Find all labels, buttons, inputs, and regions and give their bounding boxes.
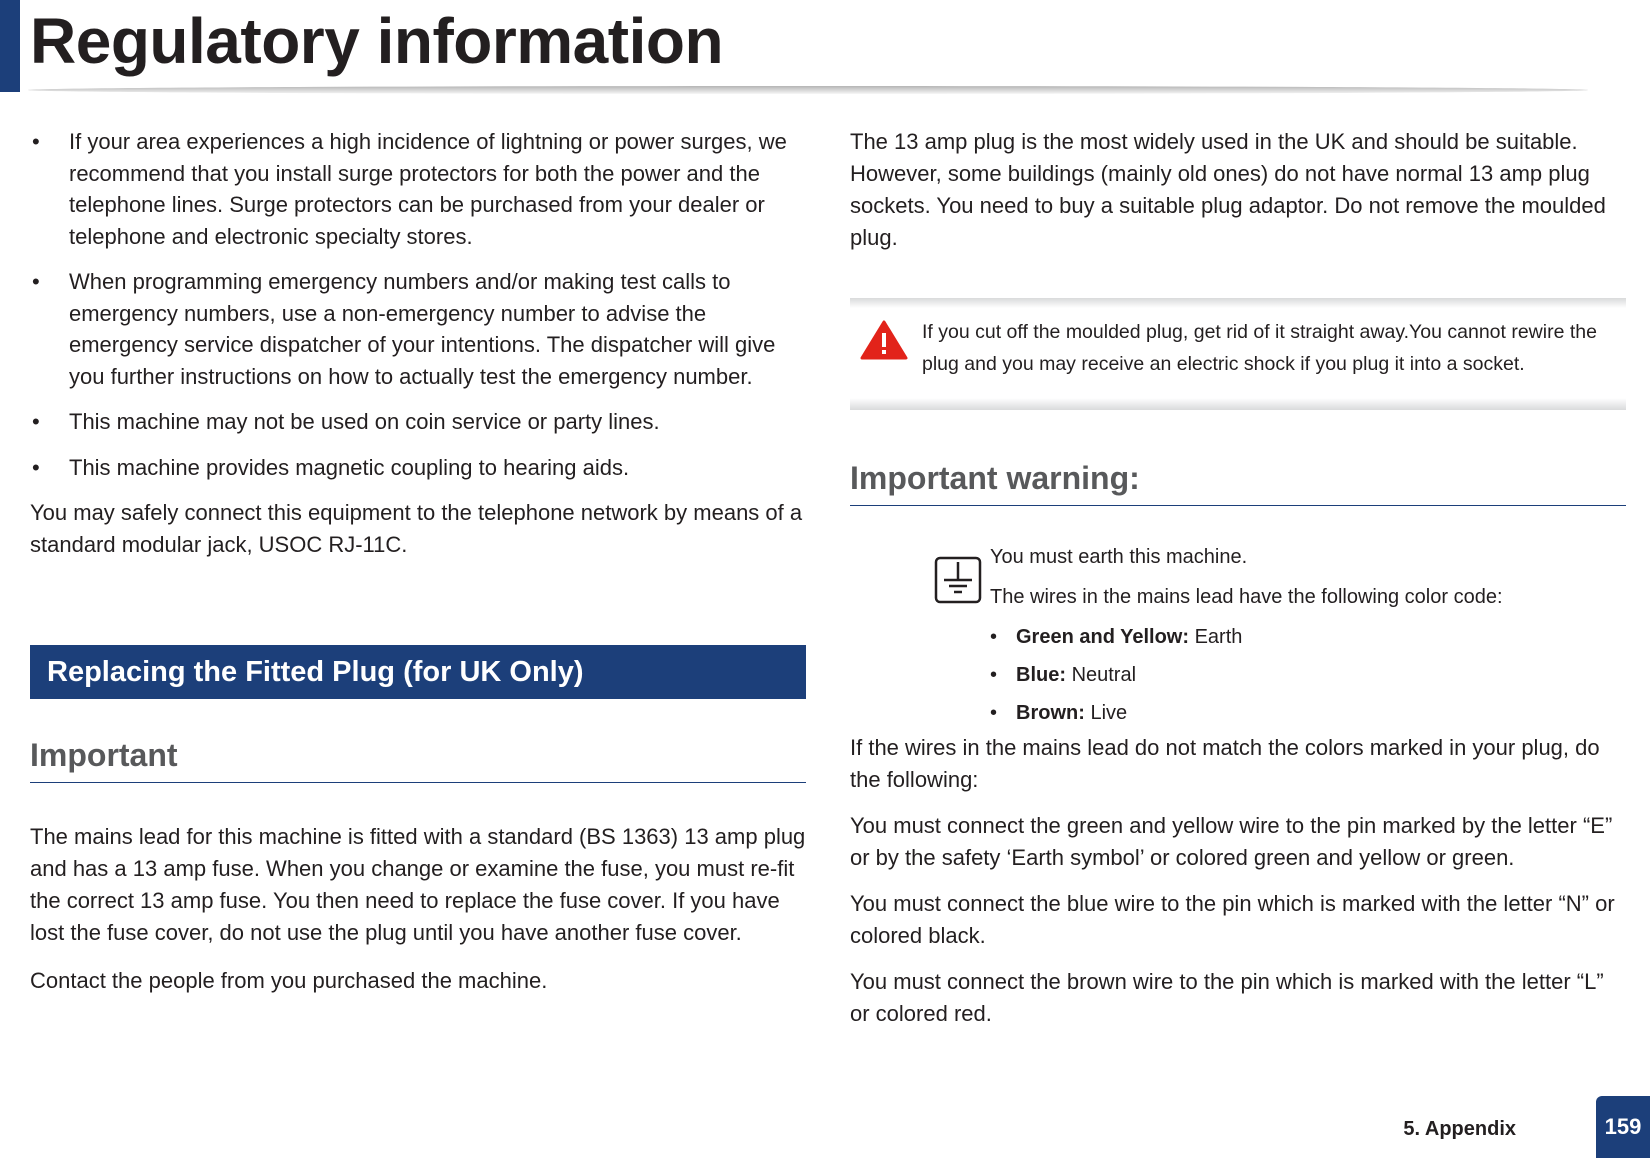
wire-label: Green and Yellow: [1016,626,1190,648]
caution-box [850,298,1626,410]
earth-text [990,542,1626,736]
wire-value: Earth [1194,626,1243,648]
page-title: Regulatory information [30,5,724,77]
bullet-glyph: • [32,409,40,434]
wire-value: Live [1090,702,1128,724]
wire-value: Neutral [1071,664,1137,686]
bullet-glyph: • [990,626,998,648]
list-item [990,698,1626,728]
contact-paragraph: Contact the people from you purchased the machine. [30,968,548,993]
list-item-text: This machine provides magnetic coupling to hearing aids. [69,454,630,480]
list-item [30,266,806,392]
brown-paragraph: You must connect the brown wire to the pin which is marked with the letter “L” or colored red. [850,969,1604,1026]
bullet-glyph: • [990,702,998,724]
list-item [990,622,1626,652]
bullet-glyph: • [990,664,998,686]
bullet-glyph: • [32,269,40,294]
wire-label: Brown: [1016,702,1085,724]
green-yellow-paragraph: You must connect the green and yellow wire to the pin marked by the letter “E” or by the safety ‘Earth symbol’ or colored green and yellow or green. [850,813,1613,870]
page-number: 159 [1596,1096,1650,1158]
earth-note [850,542,1626,732]
footer-section-label: 5. Appendix [1403,1118,1516,1140]
list-item-text: If your area experiences a high incidence of lightning or power surges, we recommend that you install surge protectors for both the power and the telephone lines. Surge protectors can be purchased from your dealer or telephone and electronic specialty stores. [69,129,787,249]
important-warning-heading: Important warning: [850,460,1626,506]
bullet-glyph: • [32,454,40,480]
wire-label: Blue: [1016,664,1066,686]
left-column [30,126,806,997]
blue-paragraph: You must connect the blue wire to the pin which is marked with the letter “N” or colored black. [850,891,1615,948]
list-item-text: This machine may not be used on coin service or party lines. [69,409,660,434]
bullet-glyph: • [32,129,40,154]
list-item [990,660,1626,690]
connect-paragraph: You may safely connect this equipment to the telephone network by means of a standard modular jack, USOC RJ-11C. [30,500,803,557]
wire-color-list [990,622,1626,728]
header-accent-bar [0,0,20,92]
earth-line-2: The wires in the mains lead have the following color code: [990,586,1503,608]
right-column [850,126,1626,1030]
earth-ground-icon [934,556,982,604]
section-title: Replacing the Fitted Plug (for UK Only) [47,656,584,688]
section-heading-bar [30,645,806,699]
list-item [30,126,806,252]
title-divider [28,86,1588,94]
mismatch-paragraph: If the wires in the mains lead do not match the colors marked in your plug, do the following: [850,735,1600,792]
list-item-text: When programming emergency numbers and/or making test calls to emergency numbers, use a non-emergency number to advise the emergency service dispatcher of your intentions. The dispatcher will give you further instructions on how to actually test the emergency number. [69,269,776,389]
important-heading: Important [30,737,806,783]
warning-icon [860,320,908,360]
list-item [30,452,806,484]
plug-paragraph: The 13 amp plug is the most widely used in the UK and should be suitable. However, some buildings (mainly old ones) do not have normal 13 amp plug sockets. You need to buy a suitable plug adaptor. Do not remove the moulded plug. [850,129,1606,250]
list-item [30,406,806,438]
caution-text: If you cut off the moulded plug, get rid of it straight away.You cannot rewire the plug and you may receive an electric shock if you plug it into a socket. [922,321,1597,375]
precautions-list [30,126,806,483]
earth-line-1: You must earth this machine. [990,546,1248,568]
important-paragraph: The mains lead for this machine is fitted with a standard (BS 1363) 13 amp plug and has a 13 amp fuse. When you change or examine the fuse, you must re-fit the correct 13 amp fuse. You then need to replace the fuse cover. If you have lost the fuse cover, do not use the plug until you have another fuse cover. [30,824,806,945]
